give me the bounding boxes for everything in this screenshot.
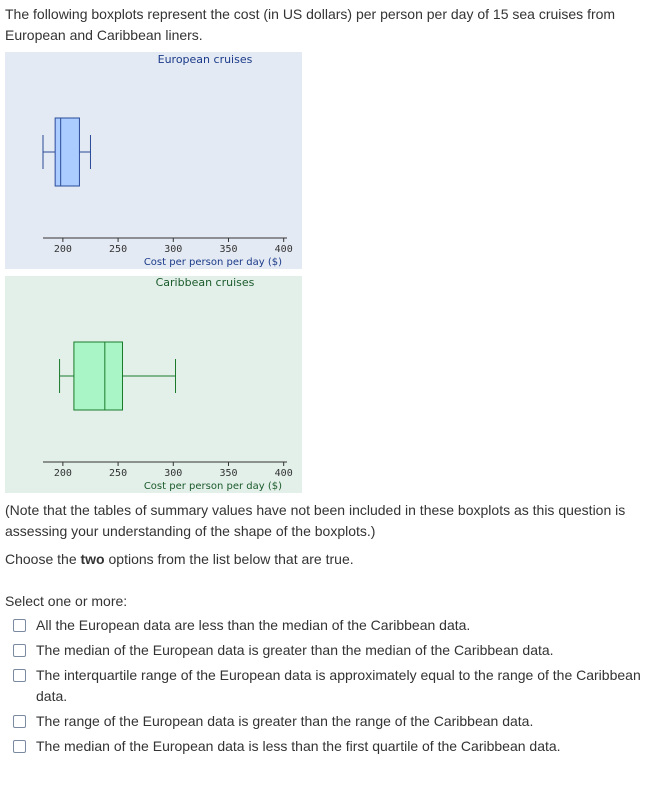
checkbox-option-1[interactable] (13, 619, 26, 632)
caribbean-tick-label-300: 300 (164, 468, 183, 479)
answer-option-4[interactable] (12, 711, 652, 732)
instruction-text (5, 549, 354, 570)
instruction-suffix: options from the list below that are true. (104, 551, 354, 567)
caribbean-box-layer (60, 342, 176, 410)
checkbox-option-2[interactable] (13, 644, 26, 657)
answer-option-5[interactable] (12, 736, 652, 757)
caribbean-axis-label: Cost per person per day ($) (143, 481, 282, 492)
caribbean-tick-label-200: 200 (53, 468, 72, 479)
european-ticks (54, 238, 293, 255)
european-tick-label-250: 250 (109, 244, 128, 255)
answer-option-3[interactable] (12, 665, 652, 707)
european-iqr-box (55, 118, 79, 186)
option-1-text[interactable]: All the European data are less than the median of the Caribbean data. (36, 617, 471, 633)
question-intro: The following boxplots represent the cost (in US dollars) per person per day of 15 sea cruises from European and Caribbean liners. (5, 6, 616, 43)
caribbean-boxplot (5, 276, 302, 493)
caribbean-boxplot-svg (5, 276, 302, 493)
instruction-emphasis: two (80, 551, 105, 567)
european-tick-label-200: 200 (53, 244, 72, 255)
option-4-text[interactable]: The range of the European data is greater than the range of the Caribbean data. (36, 713, 534, 729)
answer-option-2[interactable] (12, 640, 652, 661)
caribbean-tick-label-400: 400 (274, 468, 293, 479)
instruction-prefix: Choose the (5, 551, 81, 567)
checkbox-option-4[interactable] (13, 715, 26, 728)
caribbean-ticks (54, 462, 293, 479)
caribbean-tick-label-350: 350 (219, 468, 238, 479)
note-text: (Note that the tables of summary values have not been included in these boxplots as this question is assessing your understanding of the shape of the boxplots.) (5, 502, 626, 539)
european-tick-label-300: 300 (164, 244, 183, 255)
checkbox-option-5[interactable] (13, 740, 26, 753)
european-axis-label: Cost per person per day ($) (143, 257, 282, 268)
european-tick-label-400: 400 (274, 244, 293, 255)
option-2-text[interactable]: The median of the European data is greater than the median of the Caribbean data. (36, 642, 554, 658)
caribbean-plot-title: Caribbean cruises (155, 276, 255, 289)
european-tick-label-350: 350 (219, 244, 238, 255)
european-box-layer (43, 118, 90, 186)
answer-options (12, 615, 652, 761)
answer-option-1[interactable] (12, 615, 652, 636)
option-3-text[interactable]: The interquartile range of the European data is approximately equal to the range of the Caribbean data. (36, 667, 641, 704)
checkbox-option-3[interactable] (13, 669, 26, 682)
caribbean-iqr-box (74, 342, 123, 410)
european-boxplot-svg (5, 52, 302, 269)
european-plot-title: European cruises (157, 53, 253, 66)
caribbean-tick-label-250: 250 (109, 468, 128, 479)
option-5-text[interactable]: The median of the European data is less than the first quartile of the Caribbean data. (36, 738, 561, 754)
european-boxplot (5, 52, 302, 269)
select-one-or-more-label: Select one or more: (5, 593, 128, 609)
